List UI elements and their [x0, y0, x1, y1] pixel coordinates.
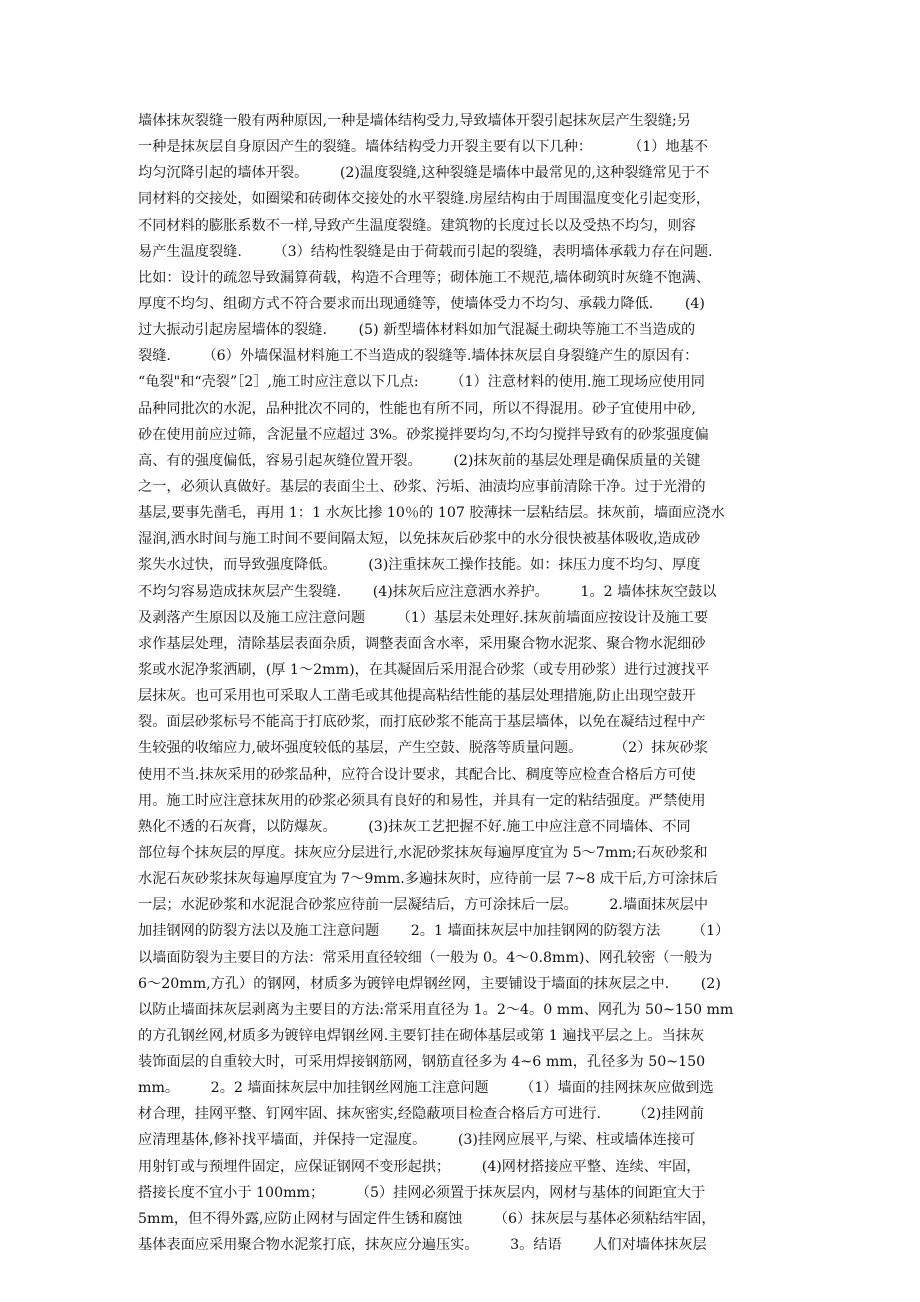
text-line: 墙体抹灰裂缝一般有两种原因,一种是墙体结构受力,导致墙体开裂引起抹灰层产生裂缝;另: [138, 113, 691, 129]
text-line: 过大振动引起房屋墙体的裂缝. (5) 新型墙体材料如加气混凝土砌块等施工不当造成的: [138, 322, 696, 339]
text-line: 不同材料的膨胀系数不一样,导致产生温度裂缝。建筑物的长度过长以及受热不均匀，则容: [138, 217, 696, 234]
text-line: 易产生温度裂缝. （3）结构性裂缝是由于荷载而引起的裂缝，表明墙体承载力存在问题.: [138, 243, 713, 260]
text-line: 装饰面层的自重较大时，可采用焊接钢筋网，钢筋直径多为 4~6 mm，孔径多为 50~150: [138, 1054, 706, 1071]
text-line: 浆或水泥净浆洒刷，(厚 1～2mm)，在其凝固后采用混合砂浆（或专用砂浆）进行过渡找平: [138, 661, 710, 678]
text-line: 品种同批次的水泥，品种批次不同的，性能也有所不同，所以不得混用。砂子宜使用中砂,: [138, 400, 696, 417]
text-line: 以墙面防裂为主要目的方法：常采用直径较细（一般为 0。4～0.8mm)、网孔较密（一般为: [138, 949, 713, 966]
text-line: 生较强的收缩应力,破坏强度较低的基层，产生空鼓、脱落等质量问题。 （2）抹灰砂浆: [138, 740, 709, 757]
text-line: mm。 2。2 墙面抹灰层中加挂钢丝网施工注意问题 （1）墙面的挂网抹灰应做到选: [138, 1080, 714, 1097]
text-line: 同材料的交接处，如圈梁和砖砌体交接处的水平裂缝.房屋结构由于周围温度变化引起变形，: [138, 191, 711, 208]
text-line: 使用不当.抹灰采用的砂浆品种，应符合设计要求，其配合比、稠度等应检查合格后方可使: [138, 766, 696, 783]
text-line: 用。施工时应注意抹灰用的砂浆必须具有良好的和易性，并具有一定的粘结强度。严禁使用: [138, 792, 706, 809]
text-line: 一种是抹灰层自身原因产生的裂缝。墙体结构受力开裂主要有以下几种： （1）地基不: [138, 139, 709, 156]
text-line: 不均匀容易造成抹灰层产生裂缝. (4)抹灰后应注意洒水养护。 1。2 墙体抹灰空鼓以: [138, 583, 717, 600]
body-text: [138, 108, 783, 1258]
text-line: 5mm，但不得外露,应防止网材与固定件生锈和腐蚀 （6）抹灰层与基体必须粘结牢固，: [138, 1210, 716, 1227]
text-line: 用射钉或与预埋件固定，应保证钢网不变形起拱； (4)网材搭接应平整、连续、牢固，: [138, 1158, 701, 1175]
text-line: 6～20mm,方孔）的钢网，材质多为镀锌电焊钢丝网，主要铺设于墙面的抹灰层之中. (2): [138, 975, 721, 992]
text-line: 厚度不均匀、组砌方式不符合要求而出现通缝等，使墙体受力不均匀、承载力降低. (4): [138, 295, 705, 312]
text-line: 加挂钢网的防裂方法以及施工注意问题 2。1 墙面抹灰层中加挂钢网的防裂方法 （1）: [138, 923, 730, 940]
text-line: 基体表面应采用聚合物水泥浆打底，抹灰应分遍压实。 3。结语 人们对墙体抹灰层: [138, 1237, 707, 1254]
text-line: 基层,要事先凿毛，再用 1：1 水灰比掺 10％的 107 胶薄抹一层粘结层。抹灰前，墙面应浇水: [138, 505, 725, 522]
text-line: 部位每个抹灰层的厚度。抹灰应分层进行,水泥砂浆抹灰每遍厚度宜为 5～7mm;石灰砂浆和: [138, 844, 708, 861]
text-line: 砂在使用前应过筛，含泥量不应超过 3%。砂浆搅拌要均匀,不均匀搅拌导致有的砂浆强度偏: [138, 426, 709, 443]
text-line: 水泥石灰砂浆抹灰每遍厚度宜为 7～9mm.多遍抹灰时，应待前一层 7~8 成干后,方可涂抹后: [138, 871, 718, 888]
text-line: 一层；水泥砂浆和水泥混合砂浆应待前一层凝结后，方可涂抹后一层。 2.墙面抹灰层中: [138, 897, 709, 914]
text-line: 均匀沉降引起的墙体开裂。 (2)温度裂缝,这种裂缝是墙体中最常见的,这种裂缝常见于不: [138, 165, 710, 182]
text-line: 搭接长度不宜小于 100mm； （5）挂网必须置于抹灰层内，网材与基体的间距宜大于: [138, 1184, 706, 1201]
text-line: 材合理，挂网平整、钉网牢固、抹灰密实,经隐蔽项目检查合格后方可进行. （2)挂网前: [138, 1106, 704, 1123]
text-line: 浆失水过快，而导致强度降低。 (3)注重抹灰工操作技能。如：抹压力度不均匀、厚度: [138, 557, 701, 574]
text-line: 层抹灰。也可采用也可采取人工凿毛或其他提高粘结性能的基层处理措施,防止出现空鼓开: [138, 688, 696, 705]
text-line: 裂。面层砂浆标号不能高于打底砂浆，而打底砂浆不能高于基层墙体，以免在凝结过程中产: [138, 714, 706, 731]
text-line: 应清理基体,修补找平墙面，并保持一定湿度。 (3)挂网应展平,与梁、柱或墙体连接可: [138, 1132, 696, 1149]
text-line: 求作基层处理，清除基层表面杂质，调整表面含水率，采用聚合物水泥浆、聚合物水泥细砂: [138, 635, 706, 652]
text-line: 湿润,洒水时间与施工时间不要间隔太短，以免抹灰后砂浆中的水分很快被基体吸收,造成砂: [138, 531, 701, 548]
text-line: “龟裂"和“壳裂”［2］,施工时应注意以下几点: （1）注意材料的使用.施工现场应使用同: [138, 374, 705, 391]
text-line: 熟化不透的石灰膏，以防爆灰。 (3)抹灰工艺把握不好.施工中应注意不同墙体、不同: [138, 818, 691, 835]
text-line: 比如：设计的疏忽导致漏算荷载，构造不合理等；砌体施工不规范,墙体砌筑时灰缝不饱满、: [138, 269, 711, 286]
text-line: 裂缝. （6）外墙保温材料施工不当造成的裂缝等.墙体抹灰层自身裂缝产生的原因有：: [138, 348, 699, 365]
text-line: 以防止墙面抹灰层剥离为主要目的方法:常采用直径为 1。2～4。0 mm、网孔为 50~150 mm: [138, 1001, 734, 1018]
text-line: 高、有的强度偏低，容易引起灰缝位置开裂。 (2)抹灰前的基层处理是确保质量的关键: [138, 452, 701, 469]
text-line: 及剥落产生原因以及施工应注意问题 （1）基层未处理好.抹灰前墙面应按设计及施工要: [138, 609, 709, 626]
text-line: 之一，必须认真做好。基层的表面尘土、砂浆、污垢、油渍均应事前清除干净。过于光滑的: [138, 478, 706, 495]
text-line: 的方孔钢丝网,材质多为镀锌电焊钢丝网.主要钉挂在砌体基层或第 1 遍找平层之上。当抹灰: [138, 1027, 705, 1044]
